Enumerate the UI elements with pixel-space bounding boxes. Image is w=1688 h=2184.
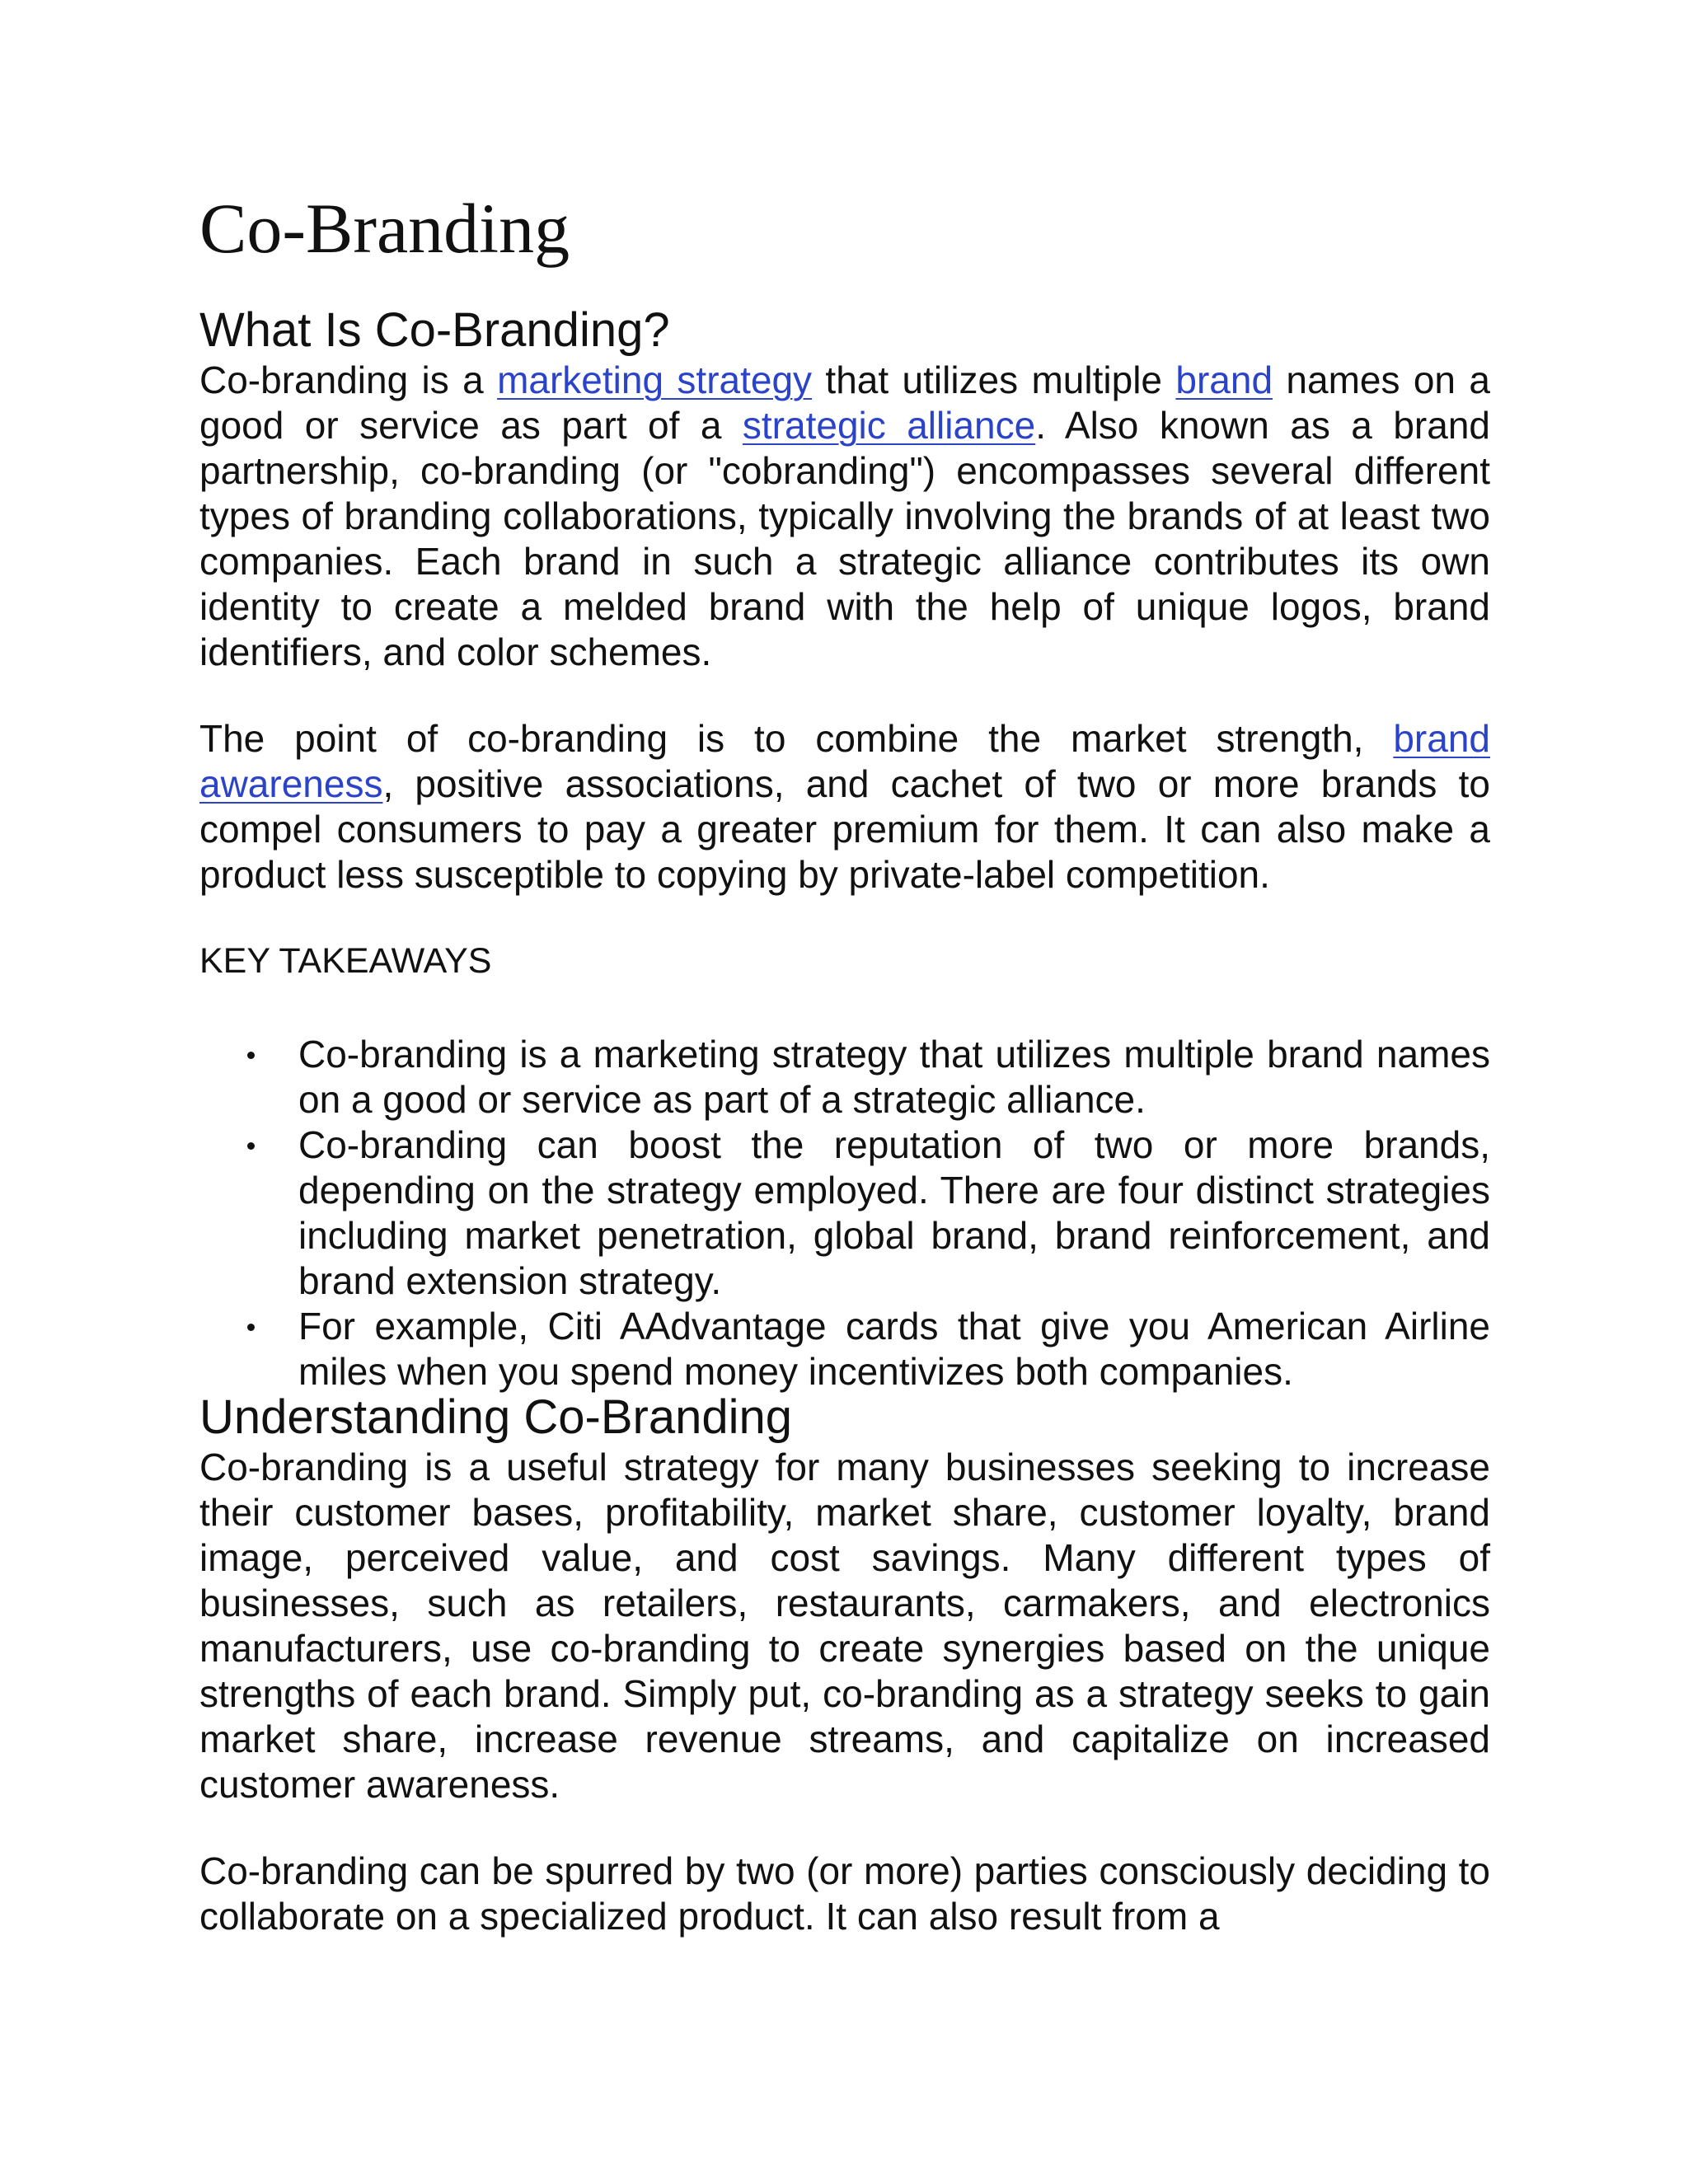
intro-paragraph — [199, 358, 1490, 675]
understanding-paragraph-2: Co-branding can be spurred by two (or more) parties consciously deciding to collaborate on a specialized product. It can also result from a — [199, 1849, 1490, 1938]
link-strategic-alliance[interactable]: strategic alliance — [742, 403, 1036, 447]
document-title: Co-Branding — [199, 189, 570, 268]
section-heading-what-is: What Is Co-Branding? — [199, 302, 670, 357]
intro-text-1: Co-branding is a — [199, 358, 498, 401]
section-heading-understanding: Understanding Co-Branding — [199, 1390, 792, 1444]
key-takeaways-list — [199, 1032, 1490, 1394]
link-brand[interactable]: brand — [1175, 358, 1273, 401]
intro-text-2: that utilizes multiple — [812, 358, 1176, 401]
key-takeaways-heading: KEY TAKEAWAYS — [199, 940, 492, 981]
link-marketing-strategy[interactable]: marketing strategy — [497, 358, 813, 401]
list-item: Co-branding is a marketing strategy that utilizes multiple brand names on a good or service as part of a strategic alliance. — [298, 1032, 1490, 1121]
list-item: For example, Citi AAdvantage cards that give you American Airline miles when you spend money incentivizes both companies. — [298, 1304, 1490, 1393]
document-page — [199, 188, 1490, 1939]
point-text-2: , positive associations, and cachet of two or more brands to compel consumers to pay a greater premium for them. It can also make a product less susceptible to copying by private-label competition. — [199, 762, 1490, 896]
list-item: Co-branding can boost the reputation of two or more brands, depending on the strategy employed. There are four distinct strategies including market penetration, global brand, brand reinforcement, and brand extension strategy. — [298, 1122, 1490, 1302]
point-text-1: The point of co-branding is to combine the market strength, — [199, 716, 1394, 760]
intro-text-4: . Also known as a brand partnership, co-branding (or "cobranding") encompasses several different types of branding collaborations, typically involving the brands of at least two companies. Each brand in such a strategic alliance contributes its own identity to create a melded brand with the help of unique logos, brand identifiers, and color schemes. — [199, 403, 1490, 673]
link-brand-awareness[interactable]: brand awareness — [199, 716, 1490, 805]
point-paragraph — [199, 716, 1490, 898]
intro-text-3: names on a good or service as part of a — [199, 358, 1490, 447]
understanding-paragraph-1: Co-branding is a useful strategy for many businesses seeking to increase their customer bases, profitability, market share, customer loyalty, brand image, perceived value, and cost savings. Many different types of businesses, such as retailers, restaurants, carmakers, and electronics manufacturers, use co-branding to create synergies based on the unique strengths of each brand. Simply put, co-branding as a strategy seeks to gain market share, increase revenue streams, and capitalize on increased customer awareness. — [199, 1445, 1490, 1806]
